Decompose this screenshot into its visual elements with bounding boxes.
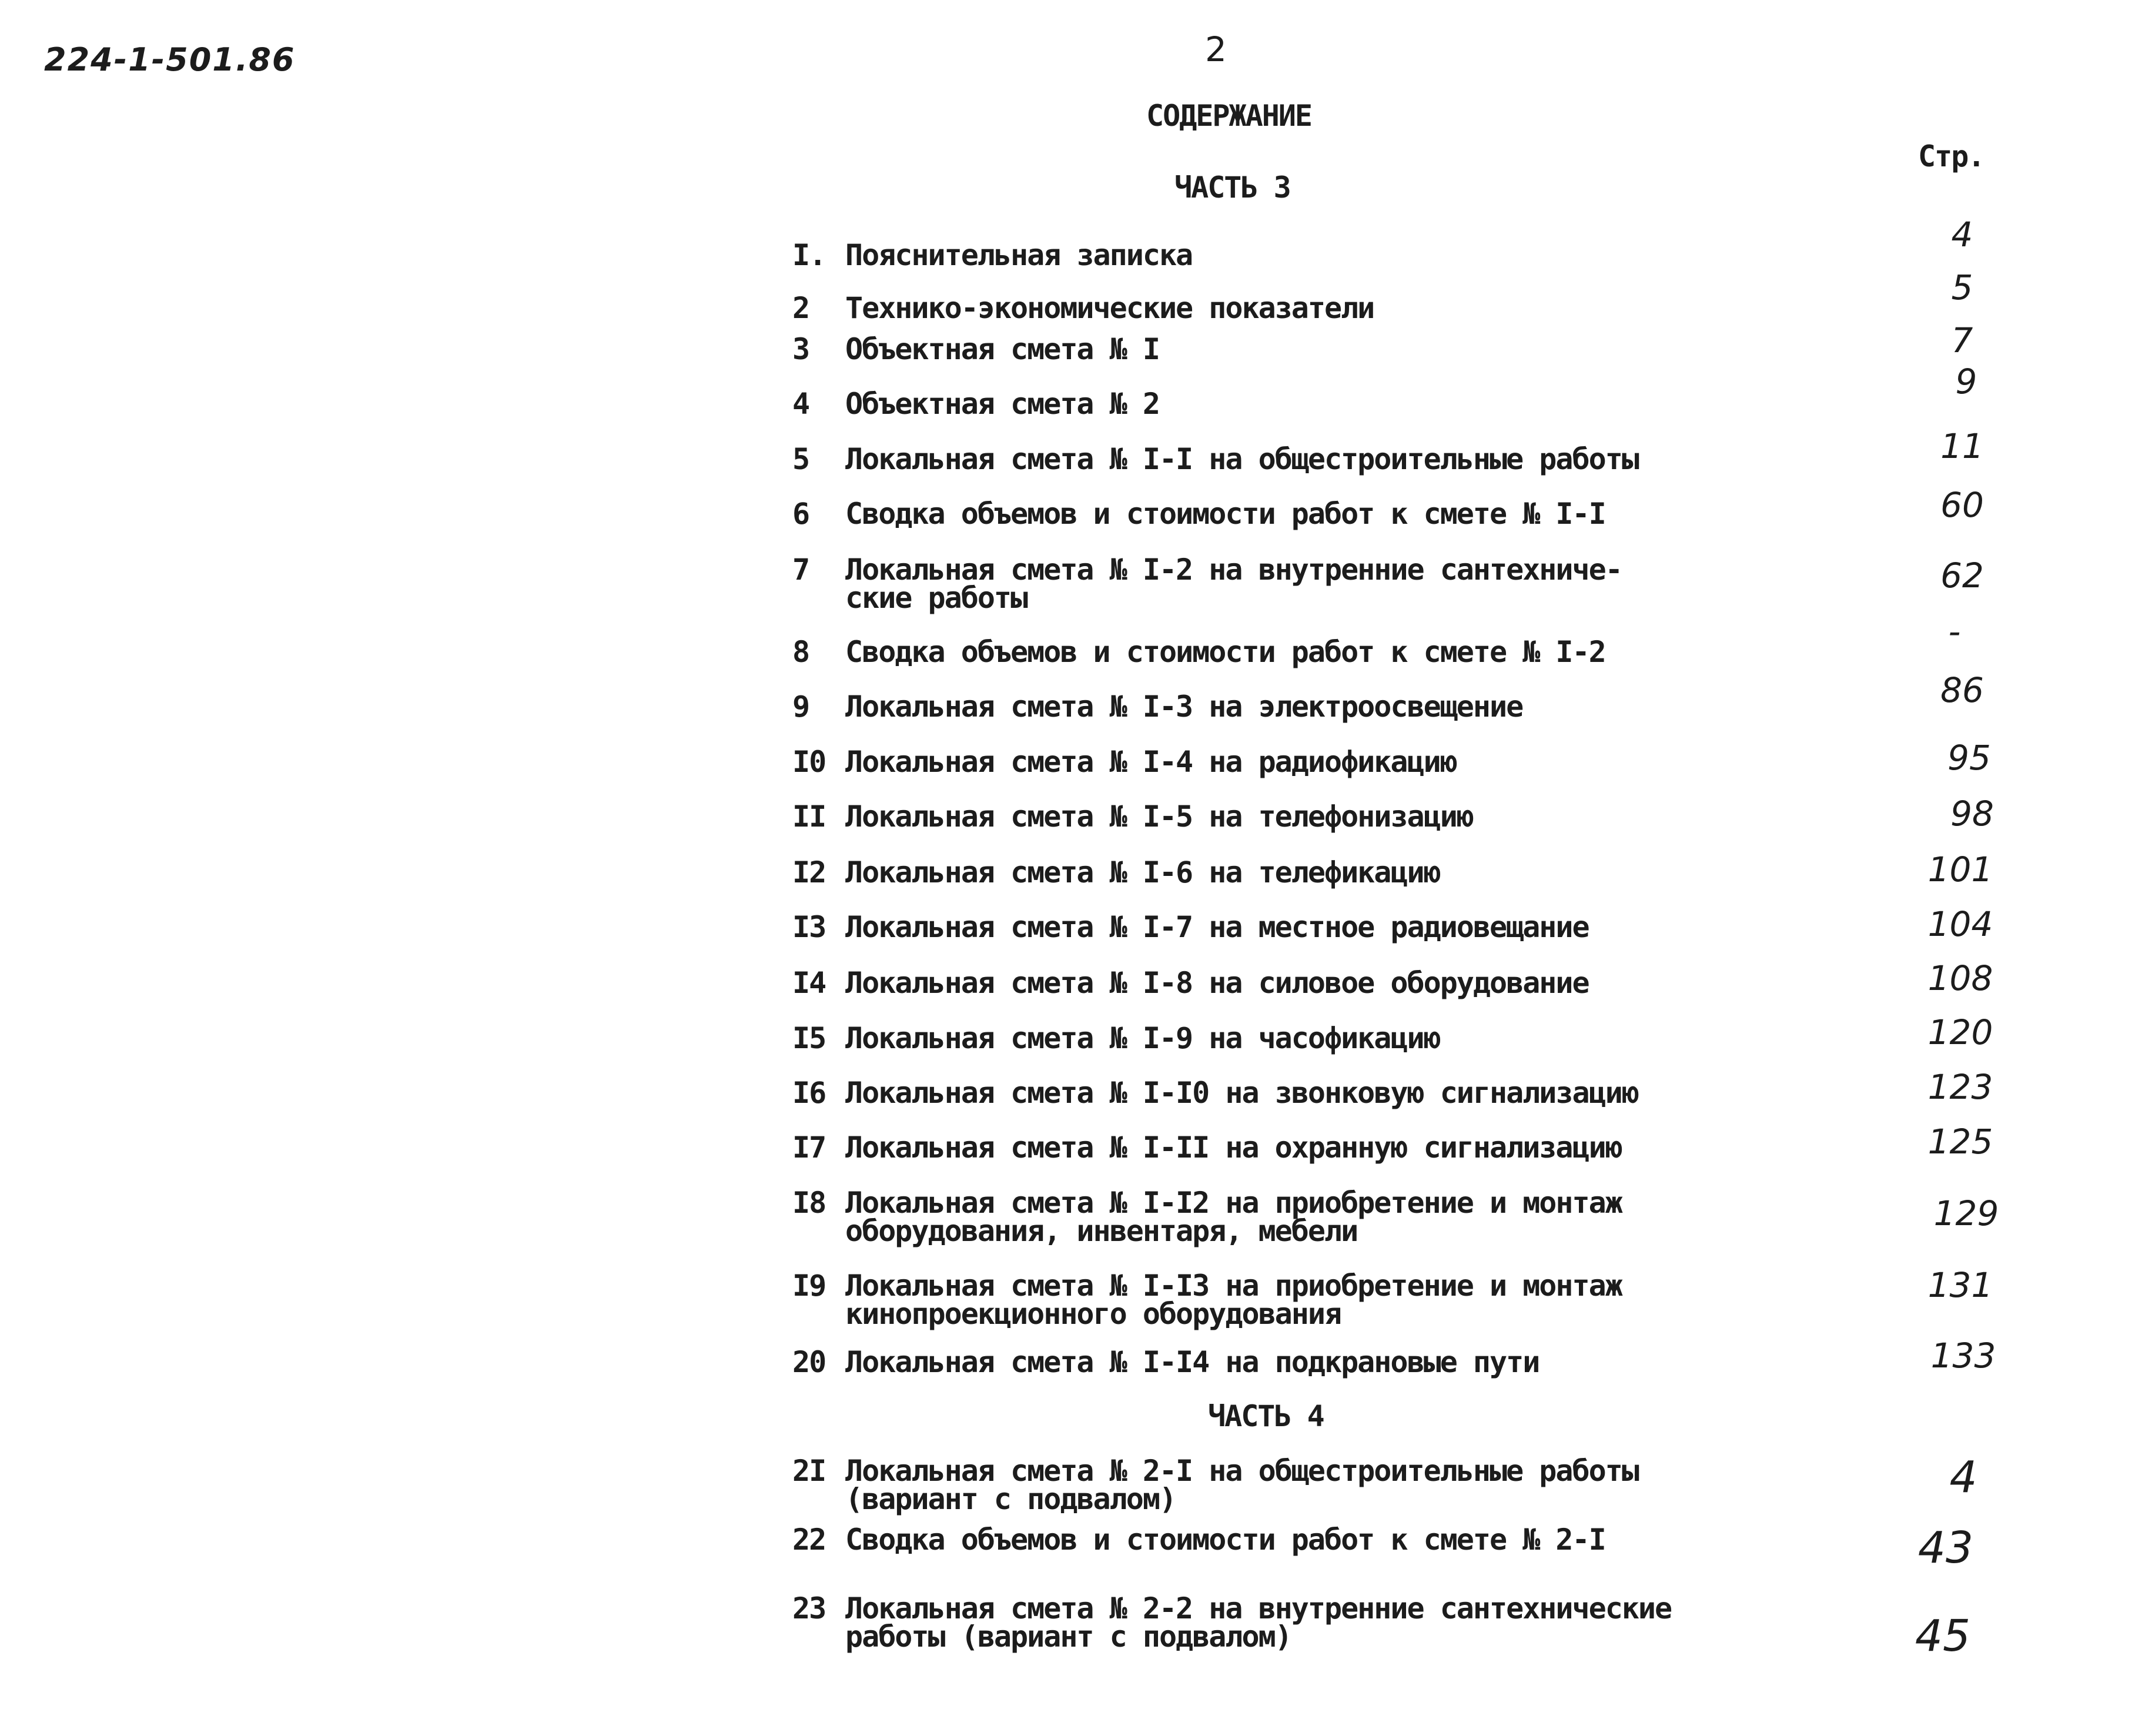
entry-number: II (792, 800, 826, 834)
entry-title: Локальная смета № I-I на общестроительные работы (845, 442, 1638, 476)
part-3-heading: ЧАСТЬ 3 (1174, 170, 1290, 205)
entry-title: Локальная смета № I-2 на внутренние сантехниче- ские работы (845, 553, 1622, 615)
entry-title: Объектная смета № 2 (845, 387, 1159, 421)
entry-title: Локальная смета № I-6 на телефикацию (845, 855, 1440, 889)
entry-number: 22 (792, 1523, 826, 1557)
entry-page: 4 (1951, 215, 1973, 255)
entry-number: I0 (792, 745, 826, 779)
entry-title: Сводка объемов и стоимости работ к смете № I-I (845, 497, 1605, 531)
entry-page: 11 (1940, 426, 1984, 466)
page-number: 2 (1205, 29, 1227, 69)
entry-title: Локальная смета № I-I3 на приобретение и монтаж кинопроекционного оборудования (845, 1269, 1622, 1331)
entry-number: I6 (792, 1076, 826, 1110)
entry-page: 133 (1930, 1336, 1996, 1376)
entry-page: 123 (1927, 1067, 1993, 1107)
entry-number: 23 (792, 1591, 826, 1625)
entry-page: 4 (1949, 1452, 1977, 1503)
entry-title: Сводка объемов и стоимости работ к смете № 2-I (845, 1523, 1605, 1557)
entry-number: I8 (792, 1186, 826, 1220)
entry-page: 129 (1933, 1193, 1999, 1233)
entry-page: 62 (1940, 556, 1984, 596)
entry-title: Локальная смета № 2-I на общестроительные работы (вариант с подвалом) (845, 1454, 1638, 1516)
contents-title: СОДЕРЖАНИЕ (1146, 99, 1312, 133)
entry-page: - (1948, 611, 1961, 651)
entry-number: I7 (792, 1130, 826, 1165)
part-4-heading: ЧАСТЬ 4 (1208, 1399, 1324, 1433)
entry-title: Пояснительная записка (845, 238, 1193, 272)
entry-page: 60 (1940, 485, 1984, 525)
entry-page: 9 (1955, 362, 1977, 402)
entry-page: 104 (1927, 904, 1993, 944)
entry-title: Локальная смета № I-I4 на подкрановые пути (845, 1345, 1539, 1379)
entry-title: Локальная смета № I-9 на часофикацию (845, 1021, 1440, 1055)
entry-page: 5 (1951, 267, 1973, 307)
entry-number: 5 (792, 442, 809, 476)
entry-number: 7 (792, 553, 809, 587)
entry-title: Сводка объемов и стоимости работ к смете № I-2 (845, 635, 1605, 669)
entry-title: Локальная смета № I-8 на силовое оборудование (845, 966, 1589, 1000)
entry-number: I2 (792, 855, 826, 889)
entry-page: 95 (1947, 738, 1991, 778)
entry-page: 131 (1927, 1265, 1993, 1305)
entry-title: Локальная смета № I-II на охранную сигнализацию (845, 1130, 1622, 1165)
entry-number: 8 (792, 635, 809, 669)
entry-title: Локальная смета № I-4 на радиофикацию (845, 745, 1457, 779)
entry-number: 6 (792, 497, 809, 531)
entry-number: 2 (792, 291, 809, 325)
document-code: 224-1-501.86 (44, 41, 296, 78)
entry-page: 45 (1915, 1611, 1971, 1661)
entry-page: 98 (1950, 794, 1994, 834)
entry-number: I9 (792, 1269, 826, 1303)
entry-title: Локальная смета № I-3 на электроосвещение (845, 690, 1523, 724)
entry-page: 125 (1927, 1122, 1993, 1162)
entry-number: I4 (792, 966, 826, 1000)
entry-page: 108 (1927, 958, 1993, 998)
entry-number: 3 (792, 332, 809, 366)
entry-title: Локальная смета № 2-2 на внутренние сантехнические работы (вариант с подвалом) (845, 1591, 1672, 1654)
entry-page: 86 (1940, 670, 1984, 710)
entry-page: 120 (1927, 1012, 1993, 1052)
entry-number: I3 (792, 910, 826, 944)
entry-title: Локальная смета № I-I0 на звонковую сигнализацию (845, 1076, 1638, 1110)
entry-number: 2I (792, 1454, 826, 1488)
entry-number: 9 (792, 690, 809, 724)
page-column-header: Стр. (1918, 139, 1984, 173)
entry-title: Объектная смета № I (845, 332, 1159, 366)
entry-number: I. (792, 238, 826, 272)
entry-page: 101 (1927, 849, 1993, 889)
entry-title: Локальная смета № I-7 на местное радиовещание (845, 910, 1589, 944)
entry-title: Локальная смета № I-I2 на приобретение и монтаж оборудования, инвентаря, мебели (845, 1186, 1622, 1248)
entry-page: 7 (1951, 320, 1973, 360)
entry-number: I5 (792, 1021, 826, 1055)
entry-title: Технико-экономические показатели (845, 291, 1374, 325)
entry-number: 20 (792, 1345, 826, 1379)
entry-title: Локальная смета № I-5 на телефонизацию (845, 800, 1473, 834)
entry-page: 43 (1917, 1523, 1974, 1573)
entry-number: 4 (792, 387, 809, 421)
